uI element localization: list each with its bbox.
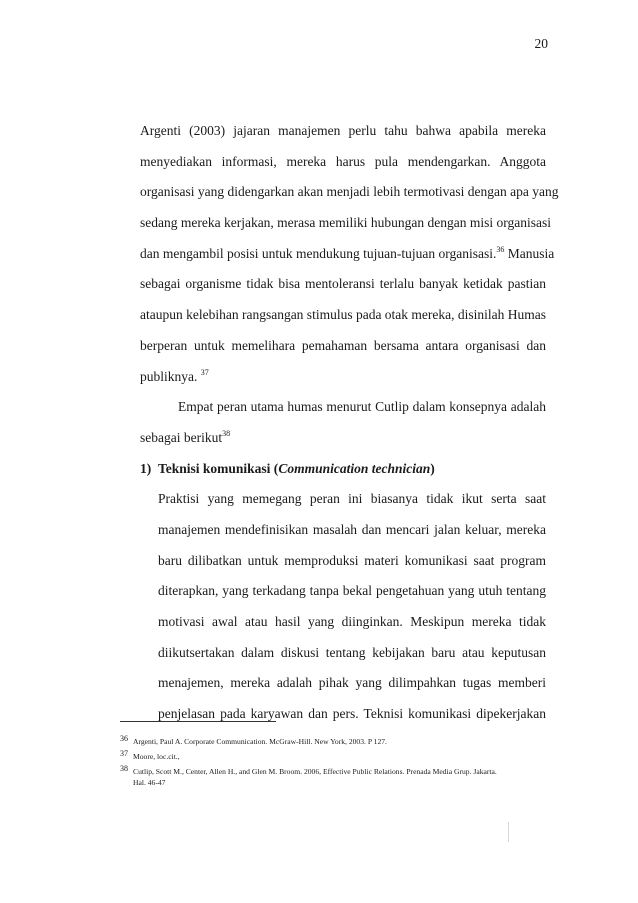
paragraph-3 (140, 484, 546, 730)
text-line (140, 423, 546, 454)
heading-text: Teknisi komunikasi ( (158, 460, 279, 476)
section-heading (140, 454, 546, 485)
footnote-ref-38[interactable]: 38 (222, 428, 231, 438)
heading-number: 1) (140, 460, 152, 476)
footnote-36 (120, 736, 560, 747)
footnote-ref-37[interactable]: 37 (200, 367, 209, 377)
text-line: ataupun kelebihan rangsangan stimulus pada otak mereka, disinilah Humas (140, 307, 547, 323)
footnote-number: 38 (120, 764, 128, 773)
text-line: menyediakan informasi, mereka harus pula mendengarkan. Anggota (140, 153, 546, 169)
text-line (140, 239, 555, 270)
footnote-number: 37 (120, 749, 128, 758)
text-line: sebagai organisme tidak bisa mentoleransi terlalu banyak ketidak pastian (140, 276, 546, 292)
text-line: baru dilibatkan untuk memproduksi materi komunikasi saat program (158, 552, 546, 568)
heading-italic: Communication technician (278, 460, 431, 476)
footnote-text-continued: Hal. 46-47 (133, 778, 166, 787)
text-line: manajemen mendefinisikan masalah dan mencari jalan keluar, mereka (158, 521, 546, 537)
text-line: diterapkan, yang terkadang tanpa bekal pengetahuan yang utuh tentang (158, 583, 546, 599)
footnote-ref-36[interactable]: 36 (496, 244, 505, 254)
text-line: sedang mereka kerjakan, merasa memiliki hubungan dengan misi organisasi (140, 215, 552, 231)
text-line: berperan untuk memelihara pemahaman bersama antara organisasi dan (140, 337, 546, 353)
text-run: sebagai berikut (140, 429, 223, 445)
footnote-number: 36 (120, 734, 128, 743)
footnote-text: Argenti, Paul A. Corporate Communication. McGraw-Hill. New York, 2003. P 127. (133, 737, 387, 746)
text-line: motivasi awal atau hasil yang diinginkan. Meskipun mereka tidak (158, 614, 546, 629)
text-line: Praktisi yang memegang peran ini biasanya tidak ikut serta saat (158, 491, 546, 507)
footnote-38 (120, 766, 560, 788)
page-number: 20 (534, 36, 548, 51)
paragraph-1 (140, 116, 559, 392)
text-run: dan mengambil posisi untuk mendukung tujuan-tujuan organisasi. (140, 245, 497, 261)
margin-mark (508, 822, 509, 842)
footnote-37 (120, 751, 560, 762)
paragraph-2 (140, 392, 546, 453)
body-text (140, 116, 559, 730)
footnotes (120, 736, 560, 792)
footnote-text: Moore, loc.cit., (133, 752, 180, 761)
text-line: Argenti (2003) jajaran manajemen perlu tahu bahwa apabila mereka (140, 123, 546, 138)
text-line (140, 362, 546, 393)
footnote-text: Cutlip, Scott M., Center, Allen H., and Glen M. Broom. 2006, Effective Public Relations. Prenada Media Grup. Jakarta. (133, 767, 497, 776)
text-run: publiknya. (140, 368, 201, 384)
text-line: penjelasan pada karyawan dan pers. Teknisi komunikasi dipekerjakan (158, 706, 546, 722)
text-run: Manusia (504, 245, 555, 261)
text-line: menajemen, mereka adalah pihak yang dilimpahkan tugas memberi (158, 675, 546, 691)
footnote-separator (120, 721, 276, 722)
text-line: Empat peran utama humas menurut Cutlip dalam konsepnya adalah (178, 399, 546, 415)
heading-close: ) (430, 460, 435, 476)
text-line: organisasi yang didengarkan akan menjadi lebih termotivasi dengan apa yang (140, 184, 559, 200)
text-line: diikutsertakan dalam diskusi tentang kebijakan baru atau keputusan (158, 644, 546, 660)
